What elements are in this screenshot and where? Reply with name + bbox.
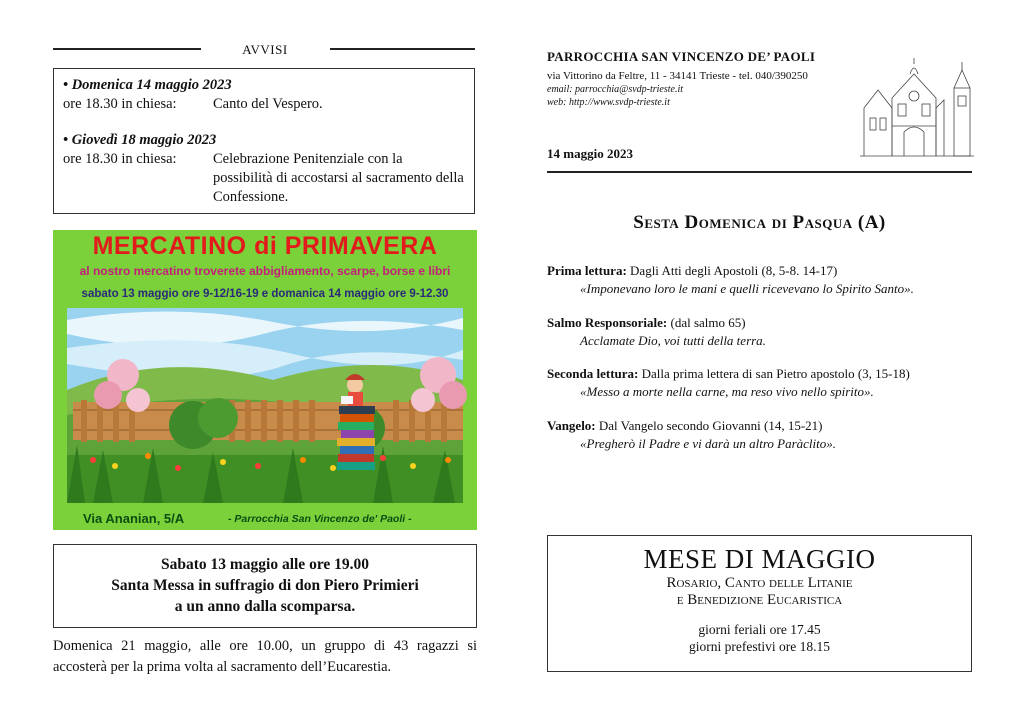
event-time: ore 18.30 in chiesa: bbox=[63, 96, 177, 112]
parish-email[interactable]: email: parrocchia@svdp-trieste.it bbox=[547, 84, 684, 95]
parish-website[interactable]: web: http://www.svdp-trieste.it bbox=[547, 97, 670, 108]
reading-source: Dal Vangelo secondo Giovanni (14, 15-21) bbox=[595, 418, 823, 433]
reading-item bbox=[547, 417, 972, 453]
avvisi-box bbox=[53, 68, 475, 214]
poster-parish: - Parrocchia San Vincenzo de' Paoli - bbox=[228, 513, 412, 525]
poster-schedule: sabato 13 maggio ore 9-12/16-19 e domanica 14 maggio ore 9-12.30 bbox=[81, 288, 449, 300]
event-description: Canto del Vespero. bbox=[213, 96, 323, 112]
reading-quote: «Pregherò il Padre e vi darà un altro Paràclito». bbox=[580, 436, 836, 451]
mese-hours-line: giorni prefestivi ore 18.15 bbox=[689, 639, 830, 654]
reading-quote: «Imponevano loro le mani e quelli ricevevano lo Spirito Santo». bbox=[580, 281, 914, 296]
communion-paragraph: Domenica 21 maggio, alle ore 10.00, un gruppo di 43 ragazzi si accosterà per la prima volta al sacramento dell’Eucarestia. bbox=[53, 638, 477, 675]
mass-line: Sabato 13 maggio alle ore 19.00 bbox=[160, 556, 370, 573]
poster-subtitle: al nostro mercatino troverete abbigliamento, scarpe, borse e libri bbox=[79, 264, 451, 278]
event-date: • Domenica 14 maggio 2023 bbox=[63, 77, 232, 93]
reading-quote: Acclamate Dio, voi tutti della terra. bbox=[580, 333, 766, 348]
mese-di-maggio-box bbox=[547, 535, 972, 672]
avvisi-heading: AVVISI bbox=[242, 42, 288, 57]
mese-hours bbox=[548, 621, 971, 655]
mese-title: MESE DI MAGGIO bbox=[643, 544, 876, 574]
reading-item bbox=[547, 314, 972, 350]
reading-source: (dal salmo 65) bbox=[667, 315, 746, 330]
mass-line: Santa Messa in suffragio di don Piero Primieri bbox=[111, 577, 419, 594]
event-description: Celebrazione Penitenziale con la possibilità di accostarsi al sacramento della Confessione. bbox=[213, 151, 464, 205]
poster-title: MERCATINO di PRIMAVERA bbox=[92, 232, 438, 260]
event-time: ore 18.30 in chiesa: bbox=[63, 151, 177, 167]
reading-label: Vangelo: bbox=[547, 418, 596, 433]
bulletin-date: 14 maggio 2023 bbox=[547, 146, 633, 161]
reading-item bbox=[547, 365, 972, 401]
reading-label: Prima lettura: bbox=[547, 263, 627, 278]
mese-subtitle: Rosario, Canto delle Litanie bbox=[666, 575, 853, 591]
reading-label: Seconda lettura: bbox=[547, 366, 639, 381]
event-item bbox=[63, 131, 465, 207]
parish-name: PARROCCHIA SAN VINCENZO DE’ PAOLI bbox=[547, 49, 816, 64]
event-date: • Giovedì 18 maggio 2023 bbox=[63, 132, 217, 148]
reading-source: Dalla prima lettera di san Pietro apostolo (3, 15-18) bbox=[638, 366, 910, 381]
reading-quote: «Messo a morte nella carne, ma reso vivo nello spirito». bbox=[580, 384, 874, 399]
sunday-title: Sesta Domenica di Pasqua (A) bbox=[633, 212, 886, 233]
reading-source: Dagli Atti degli Apostoli (8, 5-8. 14-17) bbox=[626, 263, 838, 278]
church-drawing bbox=[858, 48, 976, 160]
mercatino-poster bbox=[53, 230, 477, 530]
event-item bbox=[63, 76, 465, 114]
avvisi-rule-right bbox=[330, 48, 475, 50]
poster-address: Via Ananian, 5/A bbox=[83, 511, 185, 526]
mese-hours-line: giorni feriali ore 17.45 bbox=[698, 622, 821, 637]
reading-label: Salmo Responsoriale: bbox=[547, 315, 668, 330]
avvisi-rule-left bbox=[53, 48, 201, 50]
mass-line: a un anno dalla scomparsa. bbox=[174, 598, 356, 615]
mese-subtitle: e Benedizione Eucaristica bbox=[676, 592, 843, 608]
header-divider bbox=[547, 171, 972, 173]
reading-item bbox=[547, 262, 972, 298]
mass-notice-box bbox=[53, 544, 477, 628]
parish-address: via Vittorino da Feltre, 11 - 34141 Trieste - tel. 040/390250 bbox=[547, 70, 808, 82]
